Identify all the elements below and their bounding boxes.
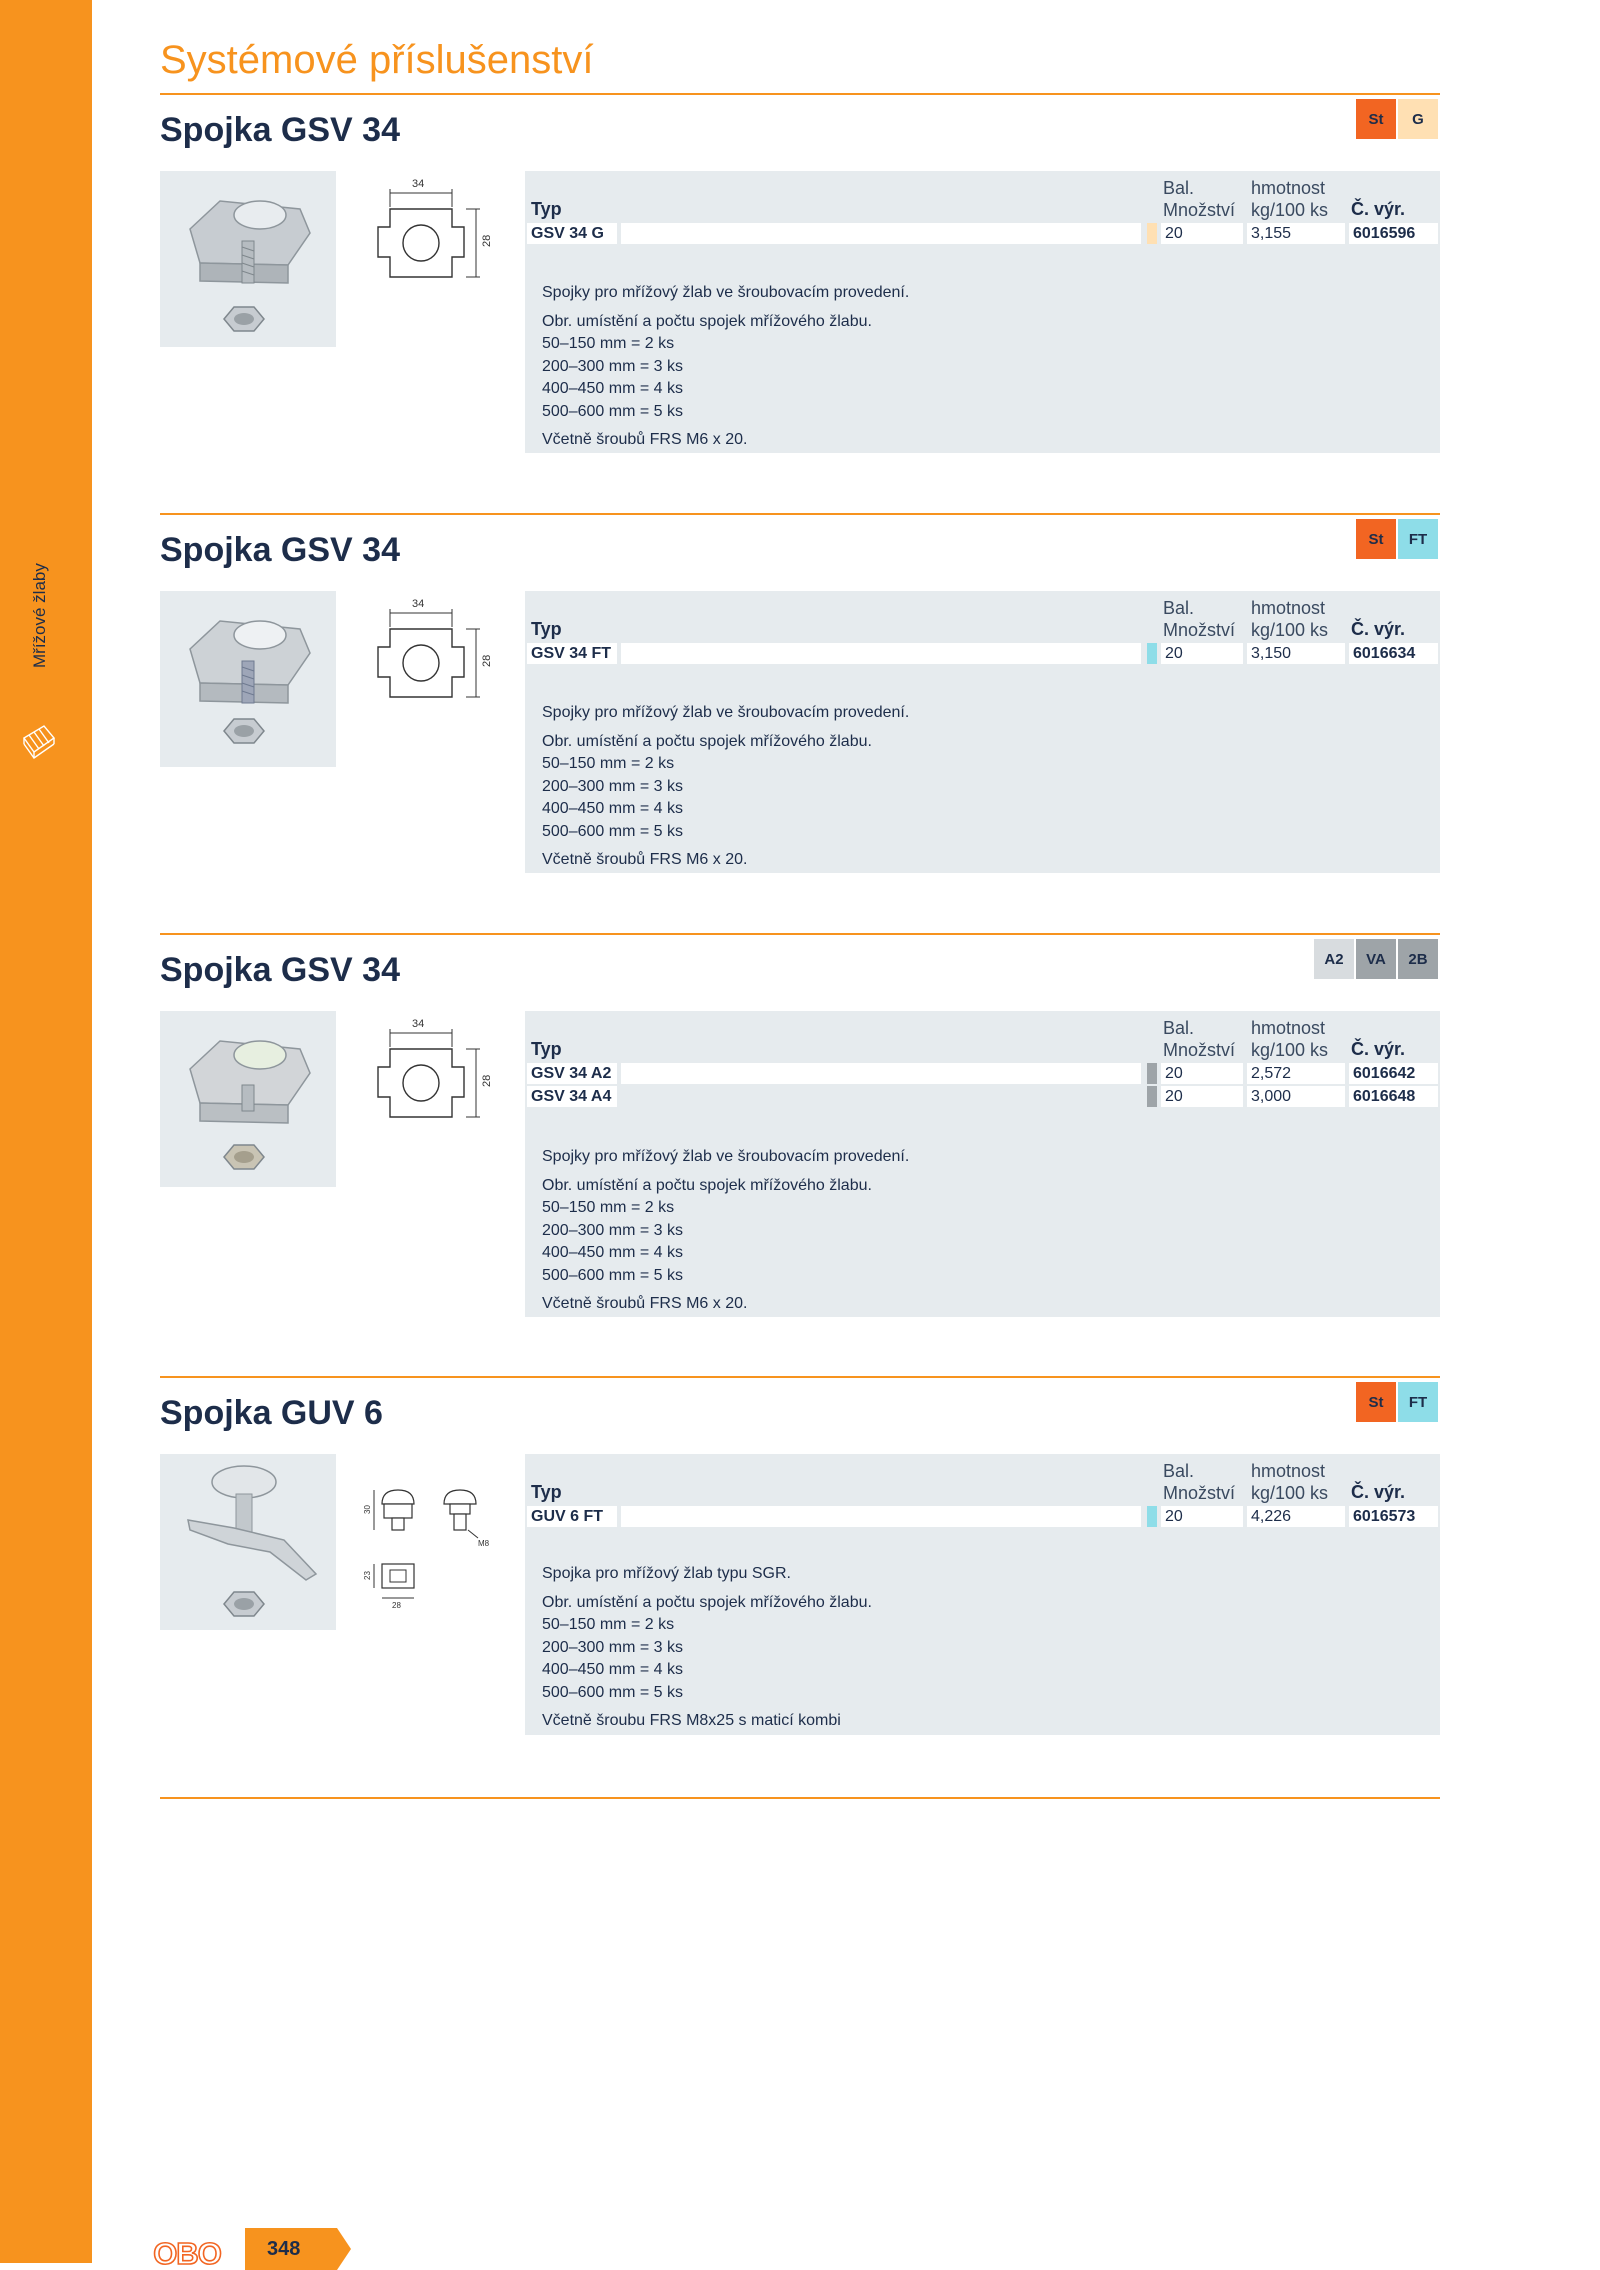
obo-logo (146, 2236, 228, 2270)
header-typ: Typ (531, 199, 562, 219)
table-row: GSV 34 A4 20 3,000 6016648 (525, 1086, 1440, 1107)
section-title: Spojka GSV 34 (160, 951, 400, 989)
svg-text:28: 28 (481, 234, 493, 247)
technical-drawing (360, 171, 510, 347)
table-row: GSV 34 G 20 3,155 6016596 (525, 223, 1440, 244)
material-badge: FT (1398, 1382, 1438, 1422)
material-badges (1314, 939, 1438, 979)
technical-drawing (360, 1011, 510, 1187)
header-bal: Bal. Množství (1163, 1461, 1236, 1503)
page-number: 348 (267, 2238, 301, 2260)
svg-text:28: 28 (392, 1601, 401, 1610)
section-title: Spojka GSV 34 (160, 111, 400, 149)
material-swatch (1147, 643, 1157, 664)
divider (160, 1797, 1440, 1799)
svg-text:M8: M8 (478, 1539, 490, 1548)
product-photo (160, 1454, 336, 1630)
header-typ: Typ (531, 619, 562, 639)
technical-drawing (360, 1454, 510, 1630)
section-title: Spojka GSV 34 (160, 531, 400, 569)
material-swatch (1147, 223, 1157, 244)
product-description: Spojka pro mřížový žlab typu SGR. Obr. umístění a počtu spojek mřížového žlabu. 50–150 mm = 2 ks 200–300 mm = 3 ks 400–450 mm = 4 ks 500–600 mm = 5 ks Včetně šroubu FRS M8x25 s maticí kombi (525, 1557, 1440, 1735)
product-section (0, 1366, 1600, 1766)
product-section (0, 83, 1600, 483)
section-title: Spojka GUV 6 (160, 1394, 383, 1432)
material-badge: A2 (1314, 939, 1354, 979)
product-table (525, 1454, 1440, 1564)
product-section (0, 923, 1600, 1323)
product-description: Spojky pro mřížový žlab ve šroubovacím provedení. Obr. umístění a počtu spojek mřížového žlabu. 50–150 mm = 2 ks 200–300 mm = 3 ks 400–450 mm = 4 ks 500–600 mm = 5 ks Včetně šroubů FRS M6 x 20. (525, 1140, 1440, 1317)
header-typ: Typ (531, 1039, 562, 1059)
product-photo (160, 591, 336, 767)
material-badge: St (1356, 519, 1396, 559)
product-description: Spojky pro mřížový žlab ve šroubovacím provedení. Obr. umístění a počtu spojek mřížového žlabu. 50–150 mm = 2 ks 200–300 mm = 3 ks 400–450 mm = 4 ks 500–600 mm = 5 ks Včetně šroubů FRS M6 x 20. (525, 696, 1440, 873)
product-table (525, 171, 1440, 281)
material-badges (1356, 99, 1438, 139)
product-table (525, 1011, 1440, 1141)
header-cislo: Č. výr. (1351, 1482, 1406, 1502)
table-row: GSV 34 A2 20 2,572 6016642 (525, 1063, 1440, 1084)
header-typ: Typ (531, 1482, 562, 1502)
material-badge: St (1356, 99, 1396, 139)
svg-text:28: 28 (481, 1074, 493, 1087)
header-hmotnost: hmotnost kg/100 ks (1251, 598, 1329, 640)
header-bal: Bal. Množství (1163, 1018, 1236, 1060)
material-swatch (1147, 1086, 1157, 1107)
header-hmotnost: hmotnost kg/100 ks (1251, 1461, 1329, 1503)
header-hmotnost: hmotnost kg/100 ks (1251, 178, 1329, 220)
material-badges (1356, 519, 1438, 559)
product-photo (160, 1011, 336, 1187)
material-swatch (1147, 1063, 1157, 1084)
material-badge: 2B (1398, 939, 1438, 979)
header-bal: Bal. Množství (1163, 178, 1236, 220)
svg-text:34: 34 (412, 1018, 425, 1030)
material-badge: FT (1398, 519, 1438, 559)
header-cislo: Č. výr. (1351, 1039, 1406, 1059)
svg-text:23: 23 (363, 1571, 372, 1580)
product-section (0, 503, 1600, 903)
header-cislo: Č. výr. (1351, 199, 1406, 219)
product-photo (160, 171, 336, 347)
material-badge: St (1356, 1382, 1396, 1422)
svg-text:34: 34 (412, 178, 425, 190)
svg-text:OBO: OBO (153, 2236, 221, 2270)
material-badge: VA (1356, 939, 1396, 979)
material-badges (1356, 1382, 1438, 1422)
svg-text:28: 28 (481, 654, 493, 667)
product-description: Spojky pro mřížový žlab ve šroubovacím provedení. Obr. umístění a počtu spojek mřížového žlabu. 50–150 mm = 2 ks 200–300 mm = 3 ks 400–450 mm = 4 ks 500–600 mm = 5 ks Včetně šroubů FRS M6 x 20. (525, 276, 1440, 453)
material-badge: G (1398, 99, 1438, 139)
table-row: GUV 6 FT 20 4,226 6016573 (525, 1506, 1440, 1527)
header-cislo: Č. výr. (1351, 619, 1406, 639)
technical-drawing (360, 591, 510, 767)
svg-text:30: 30 (363, 1505, 372, 1514)
table-row: GSV 34 FT 20 3,150 6016634 (525, 643, 1440, 664)
material-swatch (1147, 1506, 1157, 1527)
page-number-tab (245, 2228, 351, 2270)
svg-text:34: 34 (412, 598, 425, 610)
header-hmotnost: hmotnost kg/100 ks (1251, 1018, 1329, 1060)
product-table (525, 591, 1440, 701)
header-bal: Bal. Množství (1163, 598, 1236, 640)
page-title: Systémové příslušenství (160, 38, 594, 82)
sidebar-label: Mřížové žlaby (30, 563, 49, 668)
